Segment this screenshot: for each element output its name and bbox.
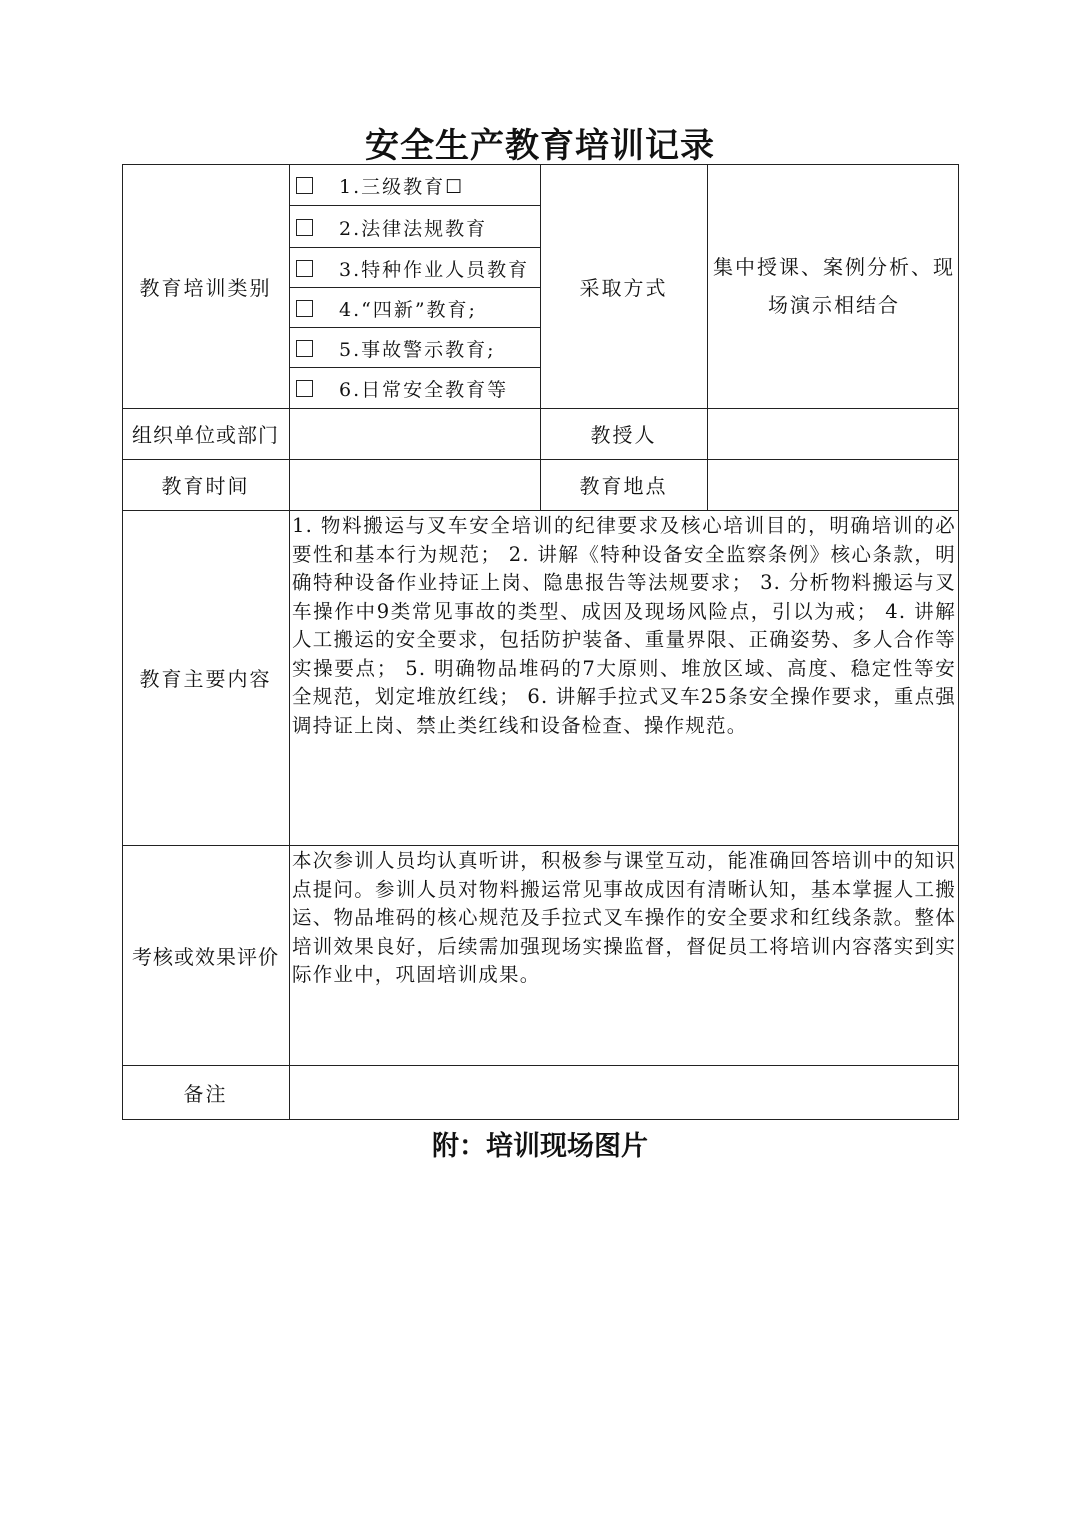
category-option[interactable]	[290, 369, 540, 408]
category-option-text: 4.“四新”教育;	[339, 298, 477, 321]
attachment-heading: 附：培训现场图片	[432, 1131, 648, 1162]
evaluation-value[interactable]: 本次参训人员均认真听讲，积极参与课堂互动，能准确回答培训中的知识点提问。参训人员对物料搬运常见事故成因有清晰认知，基本掌握人工搬运、物品堆码的核心规范及手拉式叉车操作的安全要求和红线条款。整体培训效果良好，后续需加强现场实操监督，督促员工将培训内容落实到实际作业中，巩固培训成果。	[292, 849, 956, 986]
training-record-table	[122, 164, 959, 1120]
category-option-text: 6.日常安全教育等	[339, 379, 509, 401]
checkbox[interactable]	[296, 177, 313, 194]
content-label: 教育主要内容	[139, 667, 272, 691]
category-option[interactable]	[290, 166, 540, 205]
time-value[interactable]	[289, 459, 540, 510]
method-label: 采取方式	[579, 275, 668, 300]
checkbox[interactable]	[296, 219, 313, 236]
organizer-label: 组织单位或部门	[132, 423, 279, 447]
organizer-value[interactable]	[289, 408, 540, 459]
location-label: 教育地点	[579, 474, 668, 498]
time-label: 教育时间	[161, 474, 250, 498]
evaluation-label: 考核或效果评价	[132, 944, 279, 969]
category-option-text: 3.特种作业人员教育	[339, 258, 530, 281]
category-label: 教育培训类别	[139, 275, 272, 300]
option-divider	[289, 287, 540, 288]
option-divider	[289, 367, 540, 368]
remarks-label: 备注	[183, 1081, 228, 1106]
instructor-label: 教授人	[590, 423, 657, 447]
option-divider	[289, 327, 540, 328]
method-value[interactable]: 集中授课、案例分析、现场演示相结合	[713, 255, 955, 317]
category-option-text: 1.三级教育☐	[339, 176, 465, 198]
table-border-right	[958, 164, 959, 1120]
checkbox[interactable]	[296, 340, 313, 357]
page-title: 安全生产教育培训记录	[365, 126, 715, 166]
category-option-text: 2.法律法规教育	[339, 218, 488, 240]
checkbox[interactable]	[296, 300, 313, 317]
category-option[interactable]	[290, 249, 540, 287]
option-divider	[289, 247, 540, 248]
category-option-text: 5.事故警示教育;	[339, 338, 496, 361]
category-option[interactable]	[290, 289, 540, 327]
category-option[interactable]	[290, 208, 540, 247]
content-value[interactable]: 1. 物料搬运与叉车安全培训的纪律要求及核心培训目的，明确培训的必要性和基本行为规范； 2. 讲解《特种设备安全监察条例》核心条款，明确特种设备作业持证上岗、隐患报告等法规要求； 3. 分析物料搬运与叉车操作中9类常见事故的类型、成因及现场风险点，引以为戒； 4. 讲解人工搬运的安全要求，包括防护装备、重量界限、正确姿势、多人合作等实操要点； 5. 明确物品堆码的7大原则、堆放区域、高度、稳定性等安全规范，划定堆放红线； 6. 讲解手拉式叉车25条安全操作要求，重点强调持证上岗、禁止类红线和设备检查、操作规范。	[292, 514, 956, 737]
checkbox[interactable]	[296, 260, 313, 277]
table-border-bottom	[122, 1119, 959, 1120]
location-value[interactable]	[707, 459, 958, 510]
option-divider	[289, 205, 540, 206]
remarks-value[interactable]	[289, 1065, 958, 1119]
category-option[interactable]	[290, 329, 540, 367]
checkbox[interactable]	[296, 380, 313, 397]
instructor-value[interactable]	[707, 408, 958, 459]
